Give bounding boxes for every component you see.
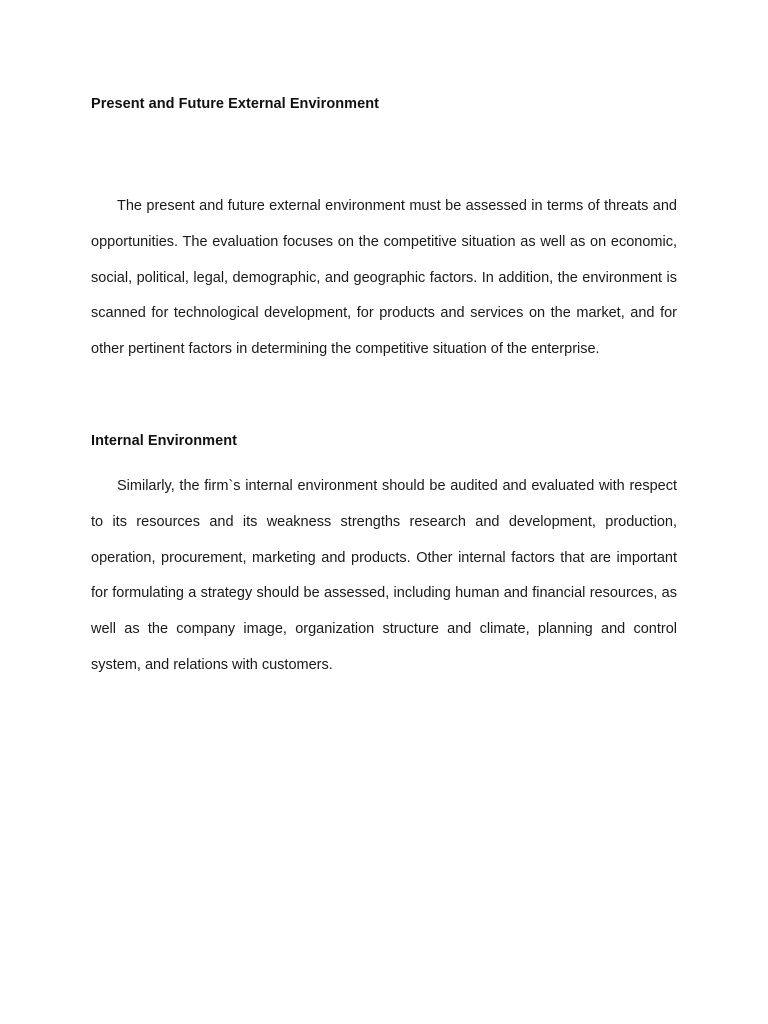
section-heading-external-environment: Present and Future External Environment [91,96,379,112]
section-heading-internal-environment: Internal Environment [91,432,238,449]
document-content [91,94,677,684]
section-body-internal-environment: Similarly, the firm`s internal environment should be audited and evaluated with respect to its resources and its weakness strengths research and development, production, operation, procurement, marketing and products. Other internal factors that are important for formulating a strategy should be assessed, including human and financial resources, as well as the company image, organization structure and climate, planning and control system, and relations with customers. [91,477,677,673]
section-body-external-environment: The present and future external environment must be assessed in terms of threats and opportunities. The evaluation focuses on the competitive situation as well as on economic, social, political, legal, demographic, and geographic factors. In addition, the environment is scanned for technological development, for products and services on the market, and for other pertinent factors in determining the competitive situation of the enterprise. [91,198,677,358]
